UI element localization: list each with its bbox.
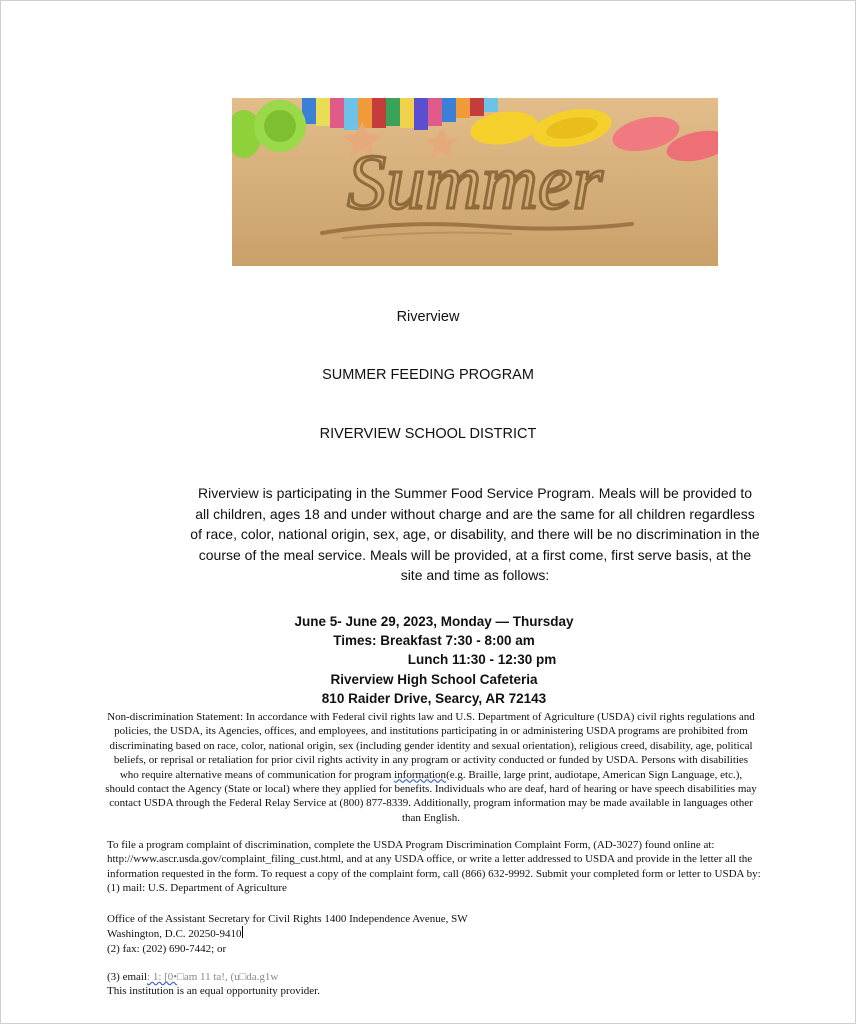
complaint-paragraph: To file a program complaint of discrimination, complete the USDA Program Discrimination Complaint Form, (AD-3027) found online at: http://www.ascr.usda.gov/complaint_filing_cust.html, and at any USDA office, or write a letter addressed to USDA and provide in the letter all the information requested in the form. To request a copy of the complaint form, call (866) 632-9992. Submit your completed form or letter to USDA by: (1) mail: U.S. Department of Agriculture — [107, 839, 761, 895]
office-address — [107, 912, 707, 956]
email-line: (3) email: 1: [0•□am 11 ta!, (u□da.g1w — [107, 971, 279, 983]
nondisc-part1: Non-discrimination Statement: In accordance with Federal civil rights law and U.S. Department of Agriculture (USDA) civil rights regulations and policies, the USDA, its Agencies, offices, and employees, and institutions participating in or administering USDA programs are prohibited from discriminating based on race, color, national origin, sex (including gender identity and sexual orientation), religious creed, disability, age, political beliefs, or reprisal or retaliation for prior civil rights activity in any program or activity conducted or funded by USDA. Persons with disabilities who require alternative means of communication for program — [107, 711, 755, 781]
office-line1: Office of the Assistant Secretary for Civil Rights 1400 Independence Avenue, SW — [107, 913, 468, 925]
email-garbled-text: am 11 ta!, (u — [183, 971, 240, 983]
title-riverview: Riverview — [396, 309, 460, 325]
placeholder-glyph-2: □ — [239, 971, 247, 983]
email-link[interactable]: : 1: [0• — [147, 971, 178, 983]
summer-banner-image — [232, 98, 718, 266]
schedule-dates: June 5- June 29, 2023, Monday — Thursday — [294, 614, 574, 629]
footer-statement: This institution is an equal opportunity provider. — [107, 985, 320, 998]
schedule-breakfast: Times: Breakfast 7:30 - 8:00 am — [333, 633, 535, 649]
schedule-address: 810 Raider Drive, Searcy, AR 72143 — [321, 690, 547, 706]
office-line2: Washington, D.C. 20250-9410 — [107, 928, 242, 941]
program-title: SUMMER FEEDING PROGRAM — [322, 367, 534, 383]
information-link[interactable]: information — [394, 768, 447, 781]
district-title: RIVERVIEW SCHOOL DISTRICT — [319, 426, 537, 442]
schedule-lunch: Lunch 11:30 - 12:30 pm — [407, 652, 557, 668]
schedule-location: Riverview High School Cafeteria — [330, 671, 538, 687]
placeholder-glyph-1: □ — [177, 971, 184, 983]
email-block — [107, 970, 707, 999]
text-cursor — [242, 926, 243, 938]
office-fax: (2) fax: (202) 690-7442; or — [107, 942, 227, 955]
nondisc-part2: (e.g. Braille, large print, audiotape, American Sign Language, etc.), should contact the Agency (State or local) where they applied for benefits. Individuals who are deaf, hard of hearing or have speech disabilities may contact USDA through the Federal Relay Service at (800) 877-8339. Additionally, program information may be made available in languages other than English. — [105, 768, 757, 824]
nondiscrimination-statement — [104, 710, 758, 825]
schedule-block — [200, 612, 668, 708]
intro-paragraph: Riverview is participating in the Summer Food Service Program. Meals will be provided to all children, ages 18 and under without charge and are the same for all children regardless of race, color, national origin, sex, age, or disability, and there will be no discrimination in the course of the meal service. Meals will be provided, at a first come, first serve basis, at the site and time as follows: — [190, 485, 760, 583]
email-garbled-end: da.g1w — [246, 971, 279, 983]
banner-summer-text: Summer — [347, 138, 603, 225]
